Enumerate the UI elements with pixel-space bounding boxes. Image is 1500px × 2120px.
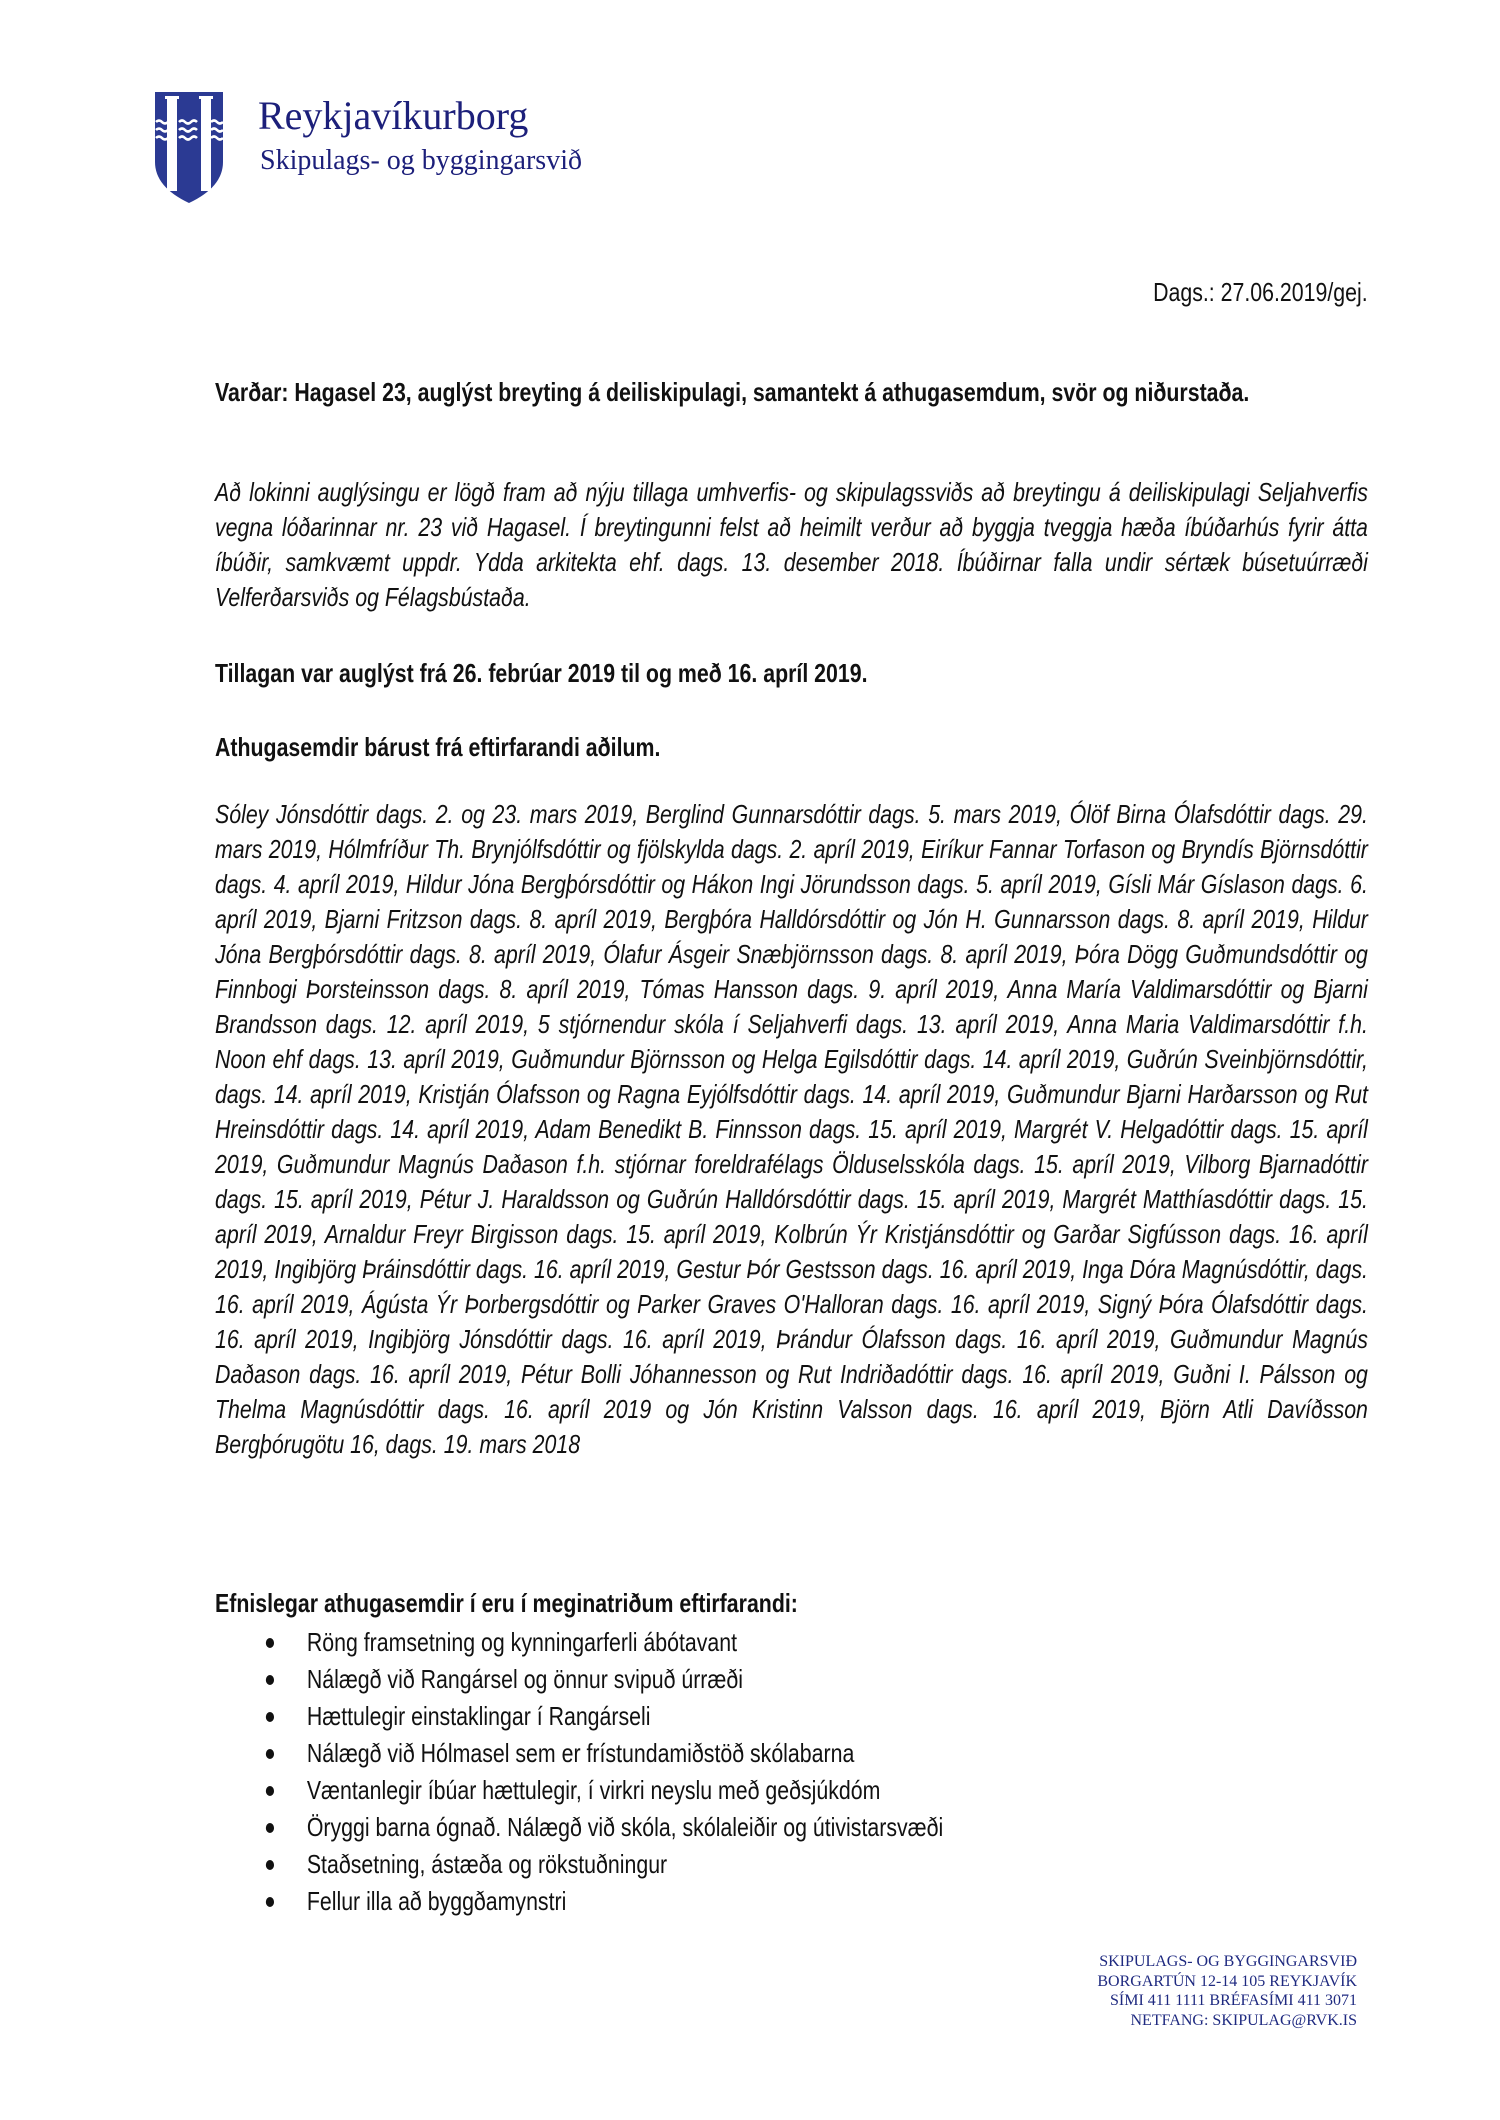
summary-item-text: Röng framsetning og kynningarferli ábótavant xyxy=(306,1627,738,1657)
summary-item xyxy=(215,1735,1368,1772)
summary-item-text: Staðsetning, ástæða og rökstuðningur xyxy=(306,1849,668,1879)
summary-item xyxy=(215,1809,1368,1846)
summary-item xyxy=(215,1883,1368,1920)
date-text: Dags.: 27.06.2019/gej. xyxy=(1153,277,1368,307)
summary-heading: Efnislegar athugasemdir í eru í meginatriðum eftirfarandi: xyxy=(215,1588,798,1618)
footer-address xyxy=(1097,1952,1357,2030)
bullet-icon xyxy=(266,1675,274,1685)
subject-heading: Varðar: Hagasel 23, auglýst breyting á deiliskipulagi, samantekt á athugasemdum, svör og niðurstaða. xyxy=(215,377,1250,407)
summary-item-text: Nálægð við Rangársel og önnur svipuð úrræði xyxy=(306,1664,743,1694)
bullet-icon xyxy=(266,1786,274,1796)
summary-item xyxy=(215,1846,1368,1883)
intro-paragraph: Að lokinni auglýsingu er lögð fram að nýju tillaga umhverfis- og skipulagssviðs að breytingu á deiliskipulagi Seljahverfis vegna lóðarinnar nr. 23 við Hagasel. Í breytingunni felst að heimilt verður að byggja tveggja hæða íbúðarhús fyrir átta íbúðir, samkvæmt uppdr. Ydda arkitekta ehf. dags. 13. desember 2018. Íbúðirnar falla undir sértæk búsetuúrræði Velferðarsviðs og Félagsbústaða. xyxy=(215,477,1368,612)
bullet-icon xyxy=(266,1860,274,1870)
footer-email: NETFANG: SKIPULAG@RVK.IS xyxy=(1130,2011,1357,2029)
summary-item-text: Nálægð við Hólmasel sem er frístundamiðstöð skólabarna xyxy=(306,1738,855,1768)
org-name: Reykjavíkurborg xyxy=(258,93,529,138)
department-name: Skipulags- og byggingarsvið xyxy=(260,145,582,176)
summary-list xyxy=(215,1624,1368,1920)
commenters-heading: Athugasemdir bárust frá eftirfarandi aðilum. xyxy=(215,732,661,762)
summary-item-text: Hættulegir einstaklingar í Rangárseli xyxy=(306,1701,651,1731)
bullet-icon xyxy=(266,1749,274,1759)
advertised-period: Tillagan var auglýst frá 26. febrúar 2019 til og með 16. apríl 2019. xyxy=(215,658,868,688)
footer-department: SKIPULAGS- OG BYGGINGARSVIÐ xyxy=(1099,1953,1357,1970)
shield-icon xyxy=(155,92,223,203)
footer-street: BORGARTÚN 12-14 105 REYKJAVÍK xyxy=(1097,1972,1357,1990)
commenters-list: Sóley Jónsdóttir dags. 2. og 23. mars 2019, Berglind Gunnarsdóttir dags. 5. mars 2019, Ólöf Birna Ólafsdóttir dags. 29. mars 2019, Hólmfríður Th. Brynjólfsdóttir og fjölskylda dags. 2. apríl 2019, Eiríkur Fannar Torfason og Bryndís Björnsdóttir dags. 4. apríl 2019, Hildur Jóna Bergþórsdóttir og Hákon Ingi Jörundsson dags. 5. apríl 2019, Gísli Már Gíslason dags. 6. apríl 2019, Bjarni Fritzson dags. 8. apríl 2019, Bergþóra Halldórsdóttir og Jón H. Gunnarsson dags. 8. apríl 2019, Hildur Jóna Bergþórsdóttir dags. 8. apríl 2019, Ólafur Ásgeir Snæbjörnsson dags. 8. apríl 2019, Þóra Dögg Guðmundsdóttir og Finnbogi Þorsteinsson dags. 8. apríl 2019, Tómas Hansson dags. 9. apríl 2019, Anna María Valdimarsdóttir og Bjarni Brandsson dags. 12. apríl 2019, 5 stjórnendur skóla í Seljahverfi dags. 13. apríl 2019, Anna Maria Valdimarsdóttir f.h. Noon ehf dags. 13. apríl 2019, Guðmundur Björnsson og Helga Egilsdóttir dags. 14. apríl 2019, Guðrún Sveinbjörnsdóttir, dags. 14. apríl 2019, Kristján Ólafsson og Ragna Eyjólfsdóttir dags. 14. apríl 2019, Guðmundur Bjarni Harðarsson og Rut Hreinsdóttir dags. 14. apríl 2019, Adam Benedikt B. Finnsson dags. 15. apríl 2019, Margrét V. Helgadóttir dags. 15. apríl 2019, Guðmundur Magnús Daðason f.h. stjórnar foreldrafélags Ölduselsskóla dags. 15. apríl 2019, Vilborg Bjarnadóttir dags. 15. apríl 2019, Pétur J. Haraldsson og Guðrún Halldórsdóttir dags. 15. apríl 2019, Margrét Matthíasdóttir dags. 15. apríl 2019, Arnaldur Freyr Birgisson dags. 15. apríl 2019, Kolbrún Ýr Kristjánsdóttir og Garðar Sigfússon dags. 16. apríl 2019, Ingibjörg Þráinsdóttir dags. 16. apríl 2019, Gestur Þór Gestsson dags. 16. apríl 2019, Inga Dóra Magnúsdóttir, dags. 16. apríl 2019, Ágústa Ýr Þorbergsdóttir og Parker Graves O'Halloran dags. 16. apríl 2019, Signý Þóra Ólafsdóttir dags. 16. apríl 2019, Ingibjörg Jónsdóttir dags. 16. apríl 2019, Þrándur Ólafsson dags. 16. apríl 2019, Guðmundur Magnús Daðason dags. 16. apríl 2019, Pétur Bolli Jóhannesson og Rut Indriðadóttir dags. 16. apríl 2019, Guðni I. Pálsson og Thelma Magnúsdóttir dags. 16. apríl 2019 og Jón Kristinn Valsson dags. 16. apríl 2019, Björn Atli Davíðsson Bergþórugötu 16, dags. 19. mars 2018 xyxy=(215,799,1368,1459)
summary-item xyxy=(215,1772,1368,1809)
summary-item xyxy=(215,1624,1368,1661)
bullet-icon xyxy=(266,1897,274,1907)
summary-item xyxy=(215,1698,1368,1735)
bullet-icon xyxy=(266,1712,274,1722)
bullet-icon xyxy=(266,1638,274,1648)
bullet-icon xyxy=(266,1823,274,1833)
summary-item-text: Öryggi barna ógnað. Nálægð við skóla, skólaleiðir og útivistarsvæði xyxy=(306,1812,944,1842)
summary-item-text: Fellur illa að byggðamynstri xyxy=(306,1886,567,1916)
city-crest-logo xyxy=(155,92,223,203)
footer-phone: SÍMI 411 1111 BRÉFASÍMI 411 3071 xyxy=(1110,1992,1357,2009)
summary-item-text: Væntanlegir íbúar hættulegir, í virkri neyslu með geðsjúkdóm xyxy=(306,1775,881,1805)
date-line xyxy=(1106,275,1368,310)
summary-item xyxy=(215,1661,1368,1698)
